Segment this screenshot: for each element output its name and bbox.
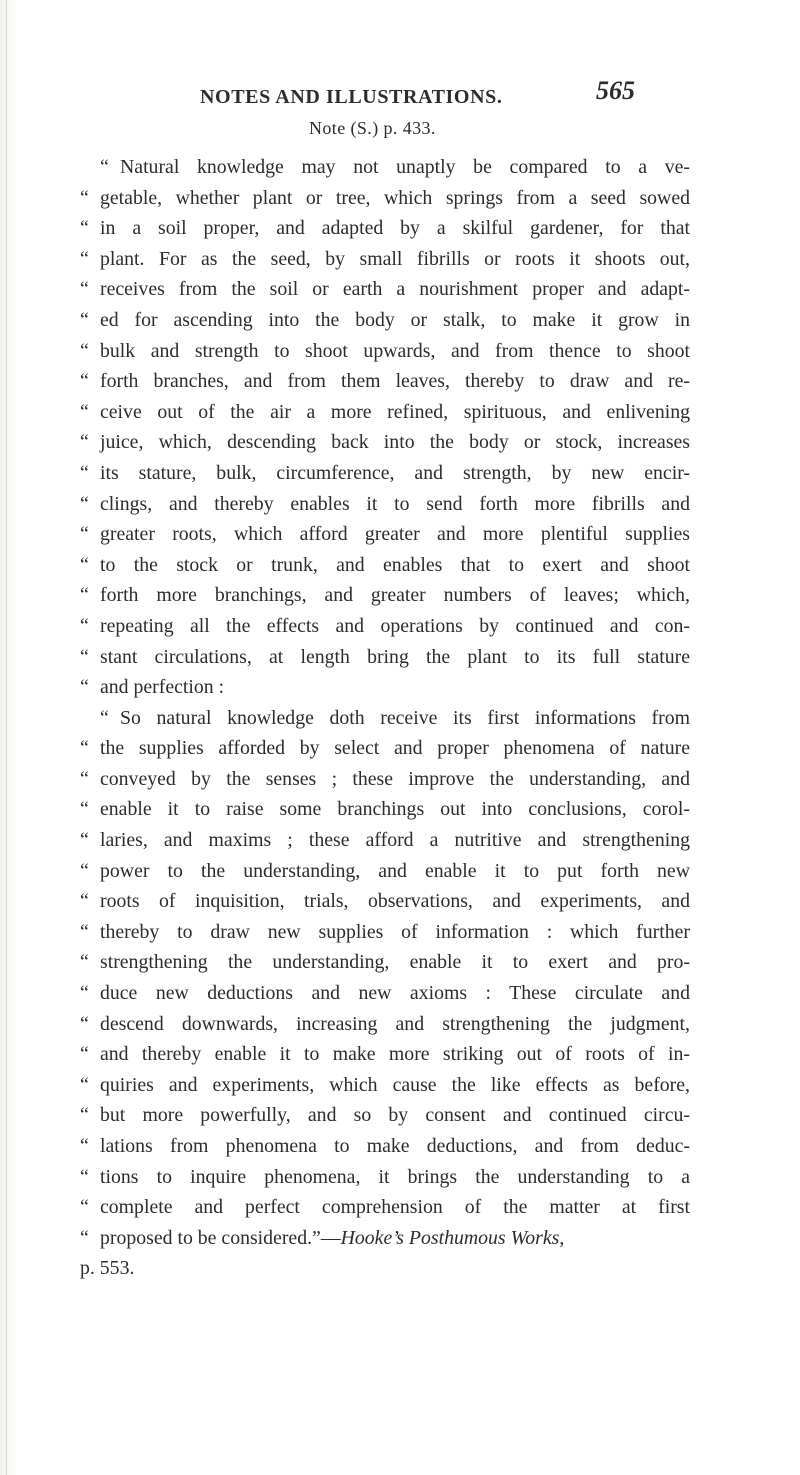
text-line-content: strengthening the understanding, enable it to exert and pro- [100,951,690,974]
text-line [80,244,690,275]
text-line [80,733,690,764]
text-line [80,1192,690,1223]
text-line-content: quiries and experiments, which cause the like effects as before, [100,1073,690,1096]
text-line-content: lations from phenomena to make deductions, and from deduc- [100,1135,690,1157]
text-line [80,1131,690,1162]
opening-quote-mark: “ [80,492,89,515]
text-line-content: descend downwards, increasing and strengthening the judgment, [100,1012,690,1035]
opening-quote-mark: “ [80,614,89,637]
text-line-content: conveyed by the senses ; these improve the understanding, and [100,767,690,790]
opening-quote-mark: “ [80,982,89,1005]
text-line-content: Natural knowledge may not unaptly be compared to a ve- [120,156,690,178]
text-line [80,856,690,887]
opening-quote-mark: “ [80,1073,89,1096]
text-line [80,274,690,305]
opening-quote-mark: “ [80,1196,89,1219]
opening-quote-mark: “ [80,676,89,699]
opening-quote-mark: “ [100,156,109,178]
opening-quote-mark: “ [80,217,89,240]
text-line [80,336,690,367]
text-line-content: in a soil proper, and adapted by a skilful gardener, for that [100,217,690,240]
text-line [80,672,690,703]
text-line-content: ed for ascending into the body or stalk, to make it grow in [100,308,690,331]
text-line [80,1039,690,1070]
text-line [80,1100,690,1131]
text-line [80,917,690,948]
text-line-content: juice, which, descending back into the body or stock, increases [100,431,690,454]
text-line-content: complete and perfect comprehension of the matter at first [100,1196,690,1219]
text-line-content: So natural knowledge doth receive its first informations from [120,706,690,729]
opening-quote-mark: “ [80,339,89,362]
text-line-content: greater roots, which afford greater and more plentiful supplies [100,523,690,546]
opening-quote-mark: “ [80,400,89,423]
opening-quote-mark: “ [80,767,89,790]
running-head: NOTES AND ILLUSTRATIONS. [200,86,503,108]
text-line [80,397,690,428]
text-line [80,152,690,183]
text-line-content: duce new deductions and new axioms : These circulate and [100,982,690,1005]
text-line [80,886,690,917]
text-line [80,764,690,795]
text-line [80,183,690,214]
opening-quote-mark: “ [80,645,89,668]
opening-quote-mark: “ [80,737,89,760]
opening-quote-mark: “ [80,920,89,943]
text-line [80,550,690,581]
text-line [80,947,690,978]
opening-quote-mark: “ [80,798,89,821]
source-suffix: , [559,1226,565,1249]
text-line [80,1009,690,1040]
source-title: Hooke’s Posthumous Works [340,1226,560,1249]
text-line [80,642,690,673]
text-line [80,794,690,825]
closing-line [80,1223,690,1254]
text-line [80,825,690,856]
text-line [80,366,690,397]
opening-quote-mark: “ [80,247,89,270]
text-line-content: getable, whether plant or tree, which springs from a seed sowed [100,186,690,209]
text-line [80,489,690,520]
opening-quote-mark: “ [80,431,89,454]
opening-quote-mark: “ [80,370,89,393]
opening-quote-mark: “ [80,553,89,576]
text-line-content: thereby to draw new supplies of information : which further [100,920,690,943]
text-line-content: and perfection : [100,676,225,699]
text-line [80,519,690,550]
text-line-content: and thereby enable it to make more striking out of roots of in- [100,1043,690,1066]
opening-quote-mark: “ [80,1104,89,1127]
opening-quote-mark: “ [80,1135,89,1157]
body-text [80,152,690,1284]
opening-quote-mark: “ [80,1165,89,1188]
text-line-content: the supplies afforded by select and proper phenomena of nature [100,737,690,760]
text-line-content: bulk and strength to shoot upwards, and from thence to shoot [100,339,690,362]
text-line-content: power to the understanding, and enable it to put forth new [100,859,690,882]
opening-quote-mark: “ [80,308,89,331]
text-line-content: enable it to raise some branchings out into conclusions, corol- [100,798,690,821]
opening-quote-mark: “ [80,859,89,882]
text-line-content: roots of inquisition, trials, observations, and experiments, and [100,890,690,913]
opening-quote-mark: “ [80,584,89,607]
text-line-content: repeating all the effects and operations by continued and con- [100,614,690,637]
text-line [80,458,690,489]
text-line [80,978,690,1009]
text-line-content: but more powerfully, and so by consent and continued circu- [100,1104,690,1127]
text-line [80,305,690,336]
text-line-content: forth branches, and from them leaves, thereby to draw and re- [100,370,690,393]
text-line-content: ceive out of the air a more refined, spirituous, and enlivening [100,400,690,423]
text-line [80,427,690,458]
page-gutter [6,0,7,1475]
note-reference: Note (S.) p. 433. [309,118,436,138]
text-line-content: plant. For as the seed, by small fibrills or roots it shoots out, [100,247,690,270]
opening-quote-mark: “ [80,829,89,852]
text-line [80,213,690,244]
text-line [80,611,690,642]
opening-quote-mark: “ [80,1043,89,1066]
opening-quote-mark: “ [80,1012,89,1035]
opening-quote-mark: “ [80,890,89,913]
closing-line-text: proposed to be considered.”— [100,1226,341,1249]
text-line-content: clings, and thereby enables it to send forth more fibrills and [100,492,690,515]
text-line-content: stant circulations, at length bring the plant to its full stature [100,645,690,668]
opening-quote-mark: “ [80,461,89,484]
text-line-content: its stature, bulk, circumference, and strength, by new encir- [100,461,690,484]
text-line-content: to the stock or trunk, and enables that to exert and shoot [100,553,690,576]
text-line [80,703,690,734]
page-number: 565 [596,76,635,105]
opening-quote-mark: “ [80,278,89,301]
opening-quote-mark: “ [80,951,89,974]
text-line [80,1162,690,1193]
text-line [80,1070,690,1101]
page-citation: p. 553. [80,1257,135,1280]
text-line-content: forth more branchings, and greater numbers of leaves; which, [100,584,690,607]
text-line-content: receives from the soil or earth a nourishment proper and adapt- [100,278,690,301]
text-line-content: tions to inquire phenomena, it brings the understanding to a [100,1165,690,1188]
opening-quote-mark: “ [80,186,89,209]
opening-quote-mark: “ [80,523,89,546]
opening-quote-mark: “ [100,706,109,729]
opening-quote-mark: “ [80,1226,89,1249]
text-line [80,580,690,611]
text-line-content: laries, and maxims ; these afford a nutritive and strengthening [100,829,690,852]
